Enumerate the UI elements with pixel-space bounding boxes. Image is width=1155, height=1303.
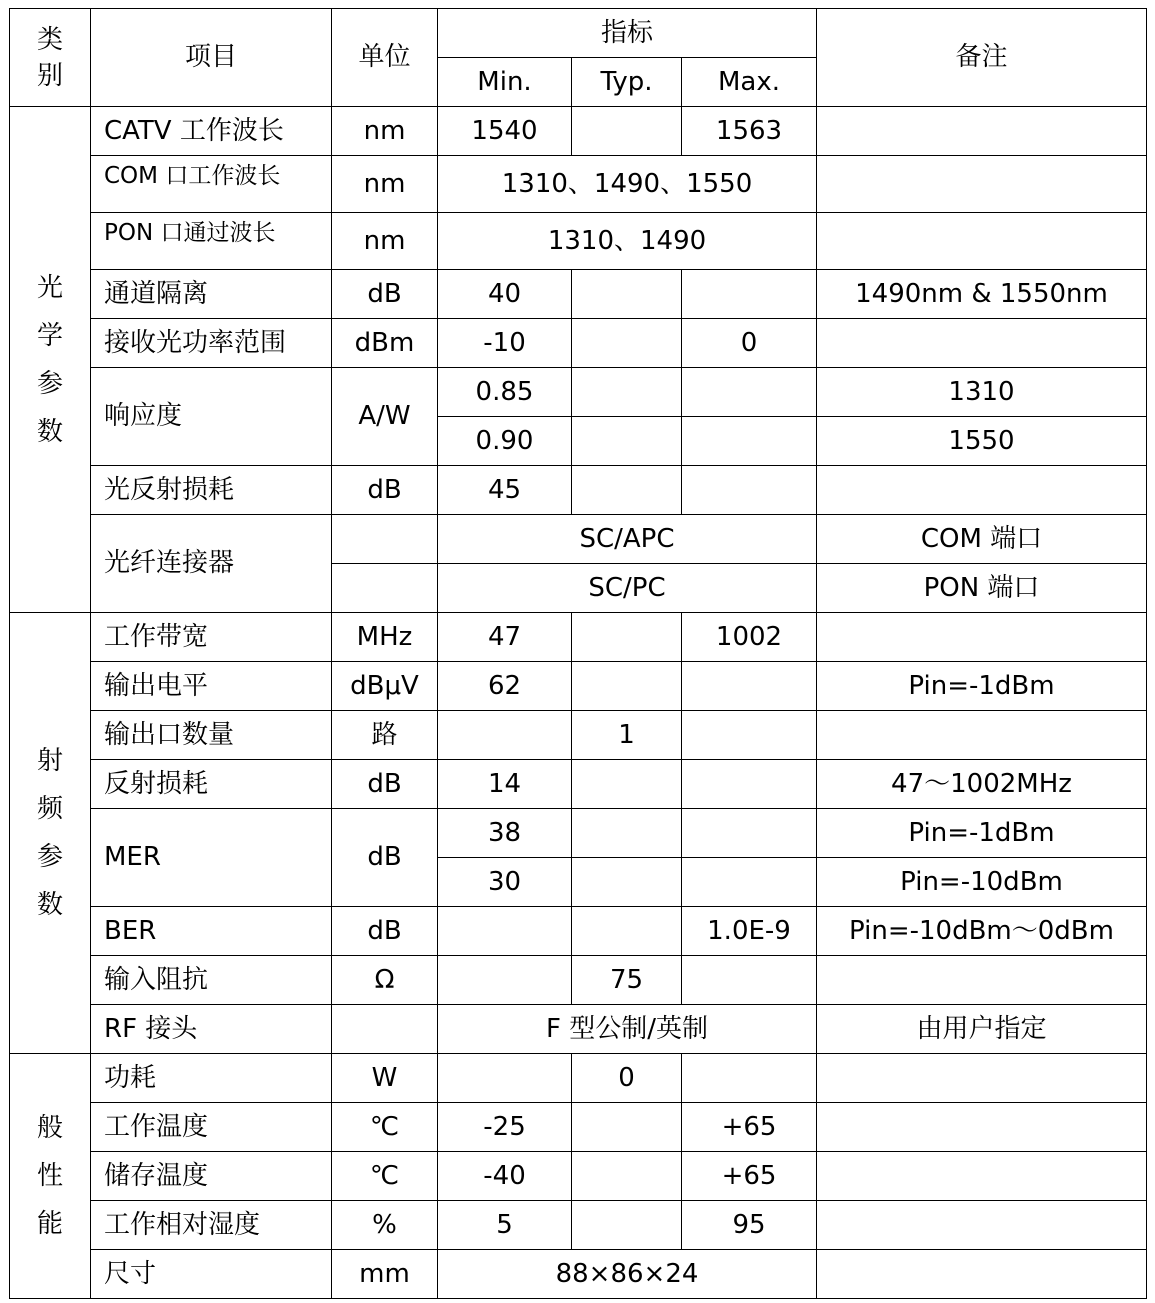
unit-cell: dB [332,466,438,515]
remark-cell: Pin=-10dBm～0dBm [817,907,1147,956]
table-row [10,107,1147,156]
max-cell [682,956,817,1005]
typ-cell: 0 [572,1054,682,1103]
unit-cell: % [332,1201,438,1250]
category-char: 数 [36,416,63,447]
remark-cell [817,1201,1147,1250]
table-row [10,1005,1147,1054]
unit-cell: Ω [332,956,438,1005]
header-row [10,9,1147,58]
remark-cell [817,107,1147,156]
table-row [10,956,1147,1005]
unit-cell: nm [332,107,438,156]
max-cell [682,466,817,515]
typ-cell [572,613,682,662]
item-cell: 功耗 [91,1054,332,1103]
typ-cell [572,107,682,156]
typ-cell [572,368,682,417]
item-cell: RF 接头 [91,1005,332,1054]
unit-cell [332,1005,438,1054]
header-spec: 指标 [438,9,817,58]
table-row [10,156,1147,213]
typ-cell: 1 [572,711,682,760]
category-char: 频 [36,794,63,824]
header-unit: 单位 [332,9,438,107]
min-cell: -10 [438,319,572,368]
max-cell [682,858,817,907]
table-row [10,1152,1147,1201]
typ-cell [572,466,682,515]
remark-cell [817,319,1147,368]
table-row [10,907,1147,956]
table-row [10,319,1147,368]
unit-cell: nm [332,213,438,270]
min-cell: 0.85 [438,368,572,417]
spec-merged-cell: SC/PC [438,564,817,613]
unit-cell: dB [332,760,438,809]
max-cell [682,368,817,417]
typ-cell [572,319,682,368]
table-row [10,1201,1147,1250]
min-cell: 62 [438,662,572,711]
unit-cell: ℃ [332,1103,438,1152]
item-cell: 输出电平 [91,662,332,711]
min-cell: 0.90 [438,417,572,466]
max-cell [682,270,817,319]
min-cell [438,907,572,956]
remark-cell: 1490nm & 1550nm [817,270,1147,319]
category-char: 射 [36,746,63,776]
max-cell: 95 [682,1201,817,1250]
min-cell: 14 [438,760,572,809]
unit-cell: MHz [332,613,438,662]
item-cell: 光纤连接器 [91,515,332,613]
unit-cell: dBμV [332,662,438,711]
header-category-char: 别 [36,60,63,91]
typ-cell [572,907,682,956]
remark-cell [817,711,1147,760]
max-cell [682,711,817,760]
spec-table [9,8,1147,1299]
item-cell: 响应度 [91,368,332,466]
category-char: 光 [36,272,63,303]
category-char: 数 [36,890,63,920]
remark-cell [817,466,1147,515]
unit-cell: 路 [332,711,438,760]
item-cell: 工作温度 [91,1103,332,1152]
remark-cell [817,1152,1147,1201]
remark-cell: PON 端口 [817,564,1147,613]
table-row [10,809,1147,858]
item-cell: 工作相对湿度 [91,1201,332,1250]
spec-merged-cell: 1310、1490 [438,213,817,270]
unit-cell: ℃ [332,1152,438,1201]
typ-cell [572,809,682,858]
header-remark: 备注 [817,9,1147,107]
unit-cell: dB [332,809,438,907]
remark-cell [817,956,1147,1005]
remark-cell: 1550 [817,417,1147,466]
category-char: 参 [36,842,63,872]
max-cell: 1563 [682,107,817,156]
min-cell: -25 [438,1103,572,1152]
unit-cell: dB [332,907,438,956]
typ-cell [572,417,682,466]
table-row [10,368,1147,417]
remark-cell: 47～1002MHz [817,760,1147,809]
max-cell [682,760,817,809]
table-row [10,711,1147,760]
table-row [10,1054,1147,1103]
spec-table-body [10,9,1147,1299]
item-cell: 输出口数量 [91,711,332,760]
min-cell: 38 [438,809,572,858]
min-cell: 47 [438,613,572,662]
header-category [10,9,91,107]
max-cell [682,662,817,711]
table-row [10,662,1147,711]
max-cell [682,1054,817,1103]
item-cell: 工作带宽 [91,613,332,662]
header-item: 项目 [91,9,332,107]
unit-cell: W [332,1054,438,1103]
unit-cell: dB [332,270,438,319]
table-row [10,760,1147,809]
max-cell: 1002 [682,613,817,662]
typ-cell [572,270,682,319]
category-char: 学 [36,320,63,351]
unit-cell: dBm [332,319,438,368]
max-cell: 0 [682,319,817,368]
typ-cell [572,858,682,907]
remark-cell: 1310 [817,368,1147,417]
spec-merged-cell: 88×86×24 [438,1250,817,1299]
header-min: Min. [438,58,572,107]
category-cell [10,107,91,613]
item-cell: 反射损耗 [91,760,332,809]
header-typ: Typ. [572,58,682,107]
category-char: 般 [36,1113,63,1143]
item-cell: COM 口工作波长 [91,156,332,213]
item-cell: 尺寸 [91,1250,332,1299]
unit-cell [332,564,438,613]
min-cell: 5 [438,1201,572,1250]
remark-cell [817,1103,1147,1152]
remark-cell: COM 端口 [817,515,1147,564]
remark-cell: Pin=-10dBm [817,858,1147,907]
remark-cell [817,156,1147,213]
remark-cell [817,1250,1147,1299]
typ-cell [572,662,682,711]
table-row [10,613,1147,662]
max-cell [682,809,817,858]
unit-cell: nm [332,156,438,213]
table-row [10,213,1147,270]
typ-cell [572,1201,682,1250]
remark-cell: Pin=-1dBm [817,809,1147,858]
category-cell [10,613,91,1054]
header-max: Max. [682,58,817,107]
max-cell: +65 [682,1152,817,1201]
spec-merged-cell: SC/APC [438,515,817,564]
item-cell: MER [91,809,332,907]
unit-cell [332,515,438,564]
min-cell [438,711,572,760]
min-cell [438,1054,572,1103]
min-cell [438,956,572,1005]
min-cell: 40 [438,270,572,319]
item-cell: 储存温度 [91,1152,332,1201]
item-cell: 输入阻抗 [91,956,332,1005]
table-row [10,515,1147,564]
typ-cell [572,760,682,809]
max-cell: +65 [682,1103,817,1152]
min-cell: 45 [438,466,572,515]
category-char: 参 [36,368,63,399]
item-cell: CATV 工作波长 [91,107,332,156]
unit-cell: mm [332,1250,438,1299]
typ-cell [572,1152,682,1201]
item-cell: 通道隔离 [91,270,332,319]
item-cell: 光反射损耗 [91,466,332,515]
remark-cell [817,1054,1147,1103]
min-cell: 1540 [438,107,572,156]
min-cell: -40 [438,1152,572,1201]
item-cell: PON 口通过波长 [91,213,332,270]
item-cell: BER [91,907,332,956]
table-row [10,270,1147,319]
spec-merged-cell: F 型公制/英制 [438,1005,817,1054]
category-char: 性 [36,1161,63,1191]
header-category-char: 类 [36,24,63,55]
unit-cell: A/W [332,368,438,466]
remark-cell: Pin=-1dBm [817,662,1147,711]
typ-cell: 75 [572,956,682,1005]
max-cell [682,417,817,466]
category-char: 能 [36,1209,63,1239]
table-row [10,1250,1147,1299]
table-row [10,1103,1147,1152]
typ-cell [572,1103,682,1152]
category-cell [10,1054,91,1299]
remark-cell: 由用户指定 [817,1005,1147,1054]
table-row [10,466,1147,515]
min-cell: 30 [438,858,572,907]
spec-merged-cell: 1310、1490、1550 [438,156,817,213]
item-cell: 接收光功率范围 [91,319,332,368]
remark-cell [817,213,1147,270]
remark-cell [817,613,1147,662]
max-cell: 1.0E-9 [682,907,817,956]
